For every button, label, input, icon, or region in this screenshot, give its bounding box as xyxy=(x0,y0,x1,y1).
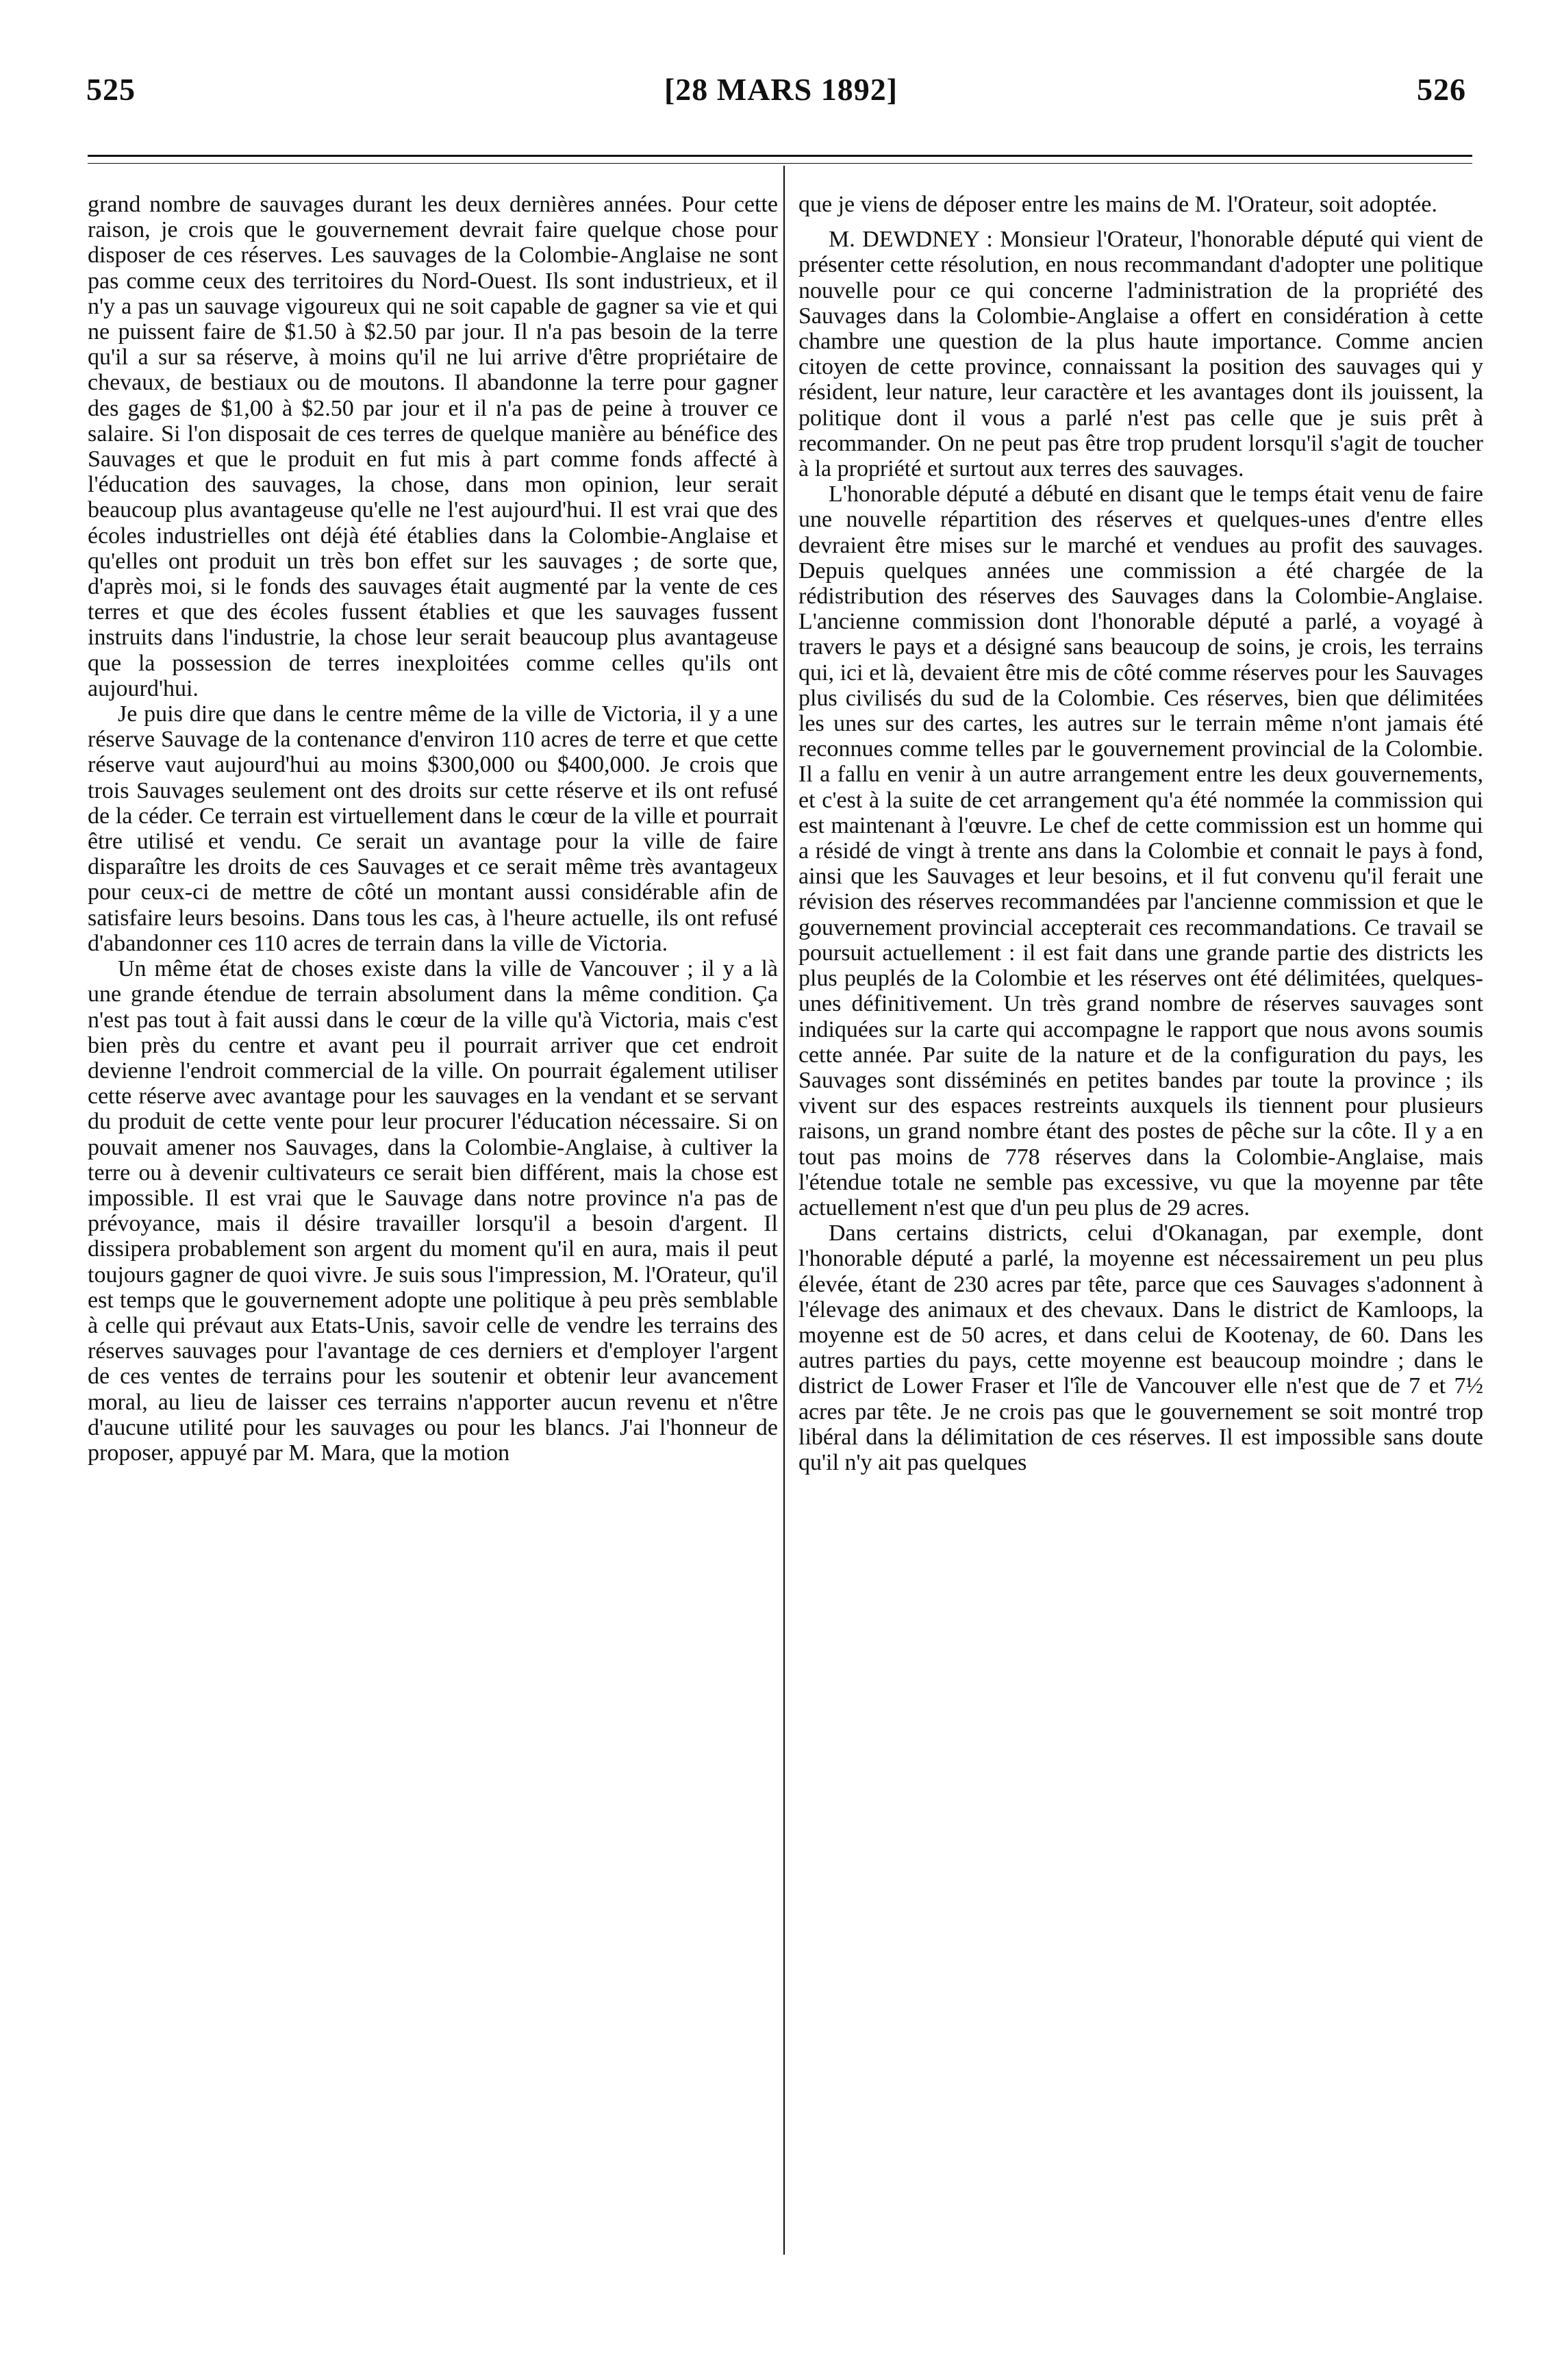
page-header xyxy=(0,71,1562,119)
paragraph: L'honorable député a débuté en disant que le temps était venu de faire une nouvelle répartition des réserves et quelques-unes d'entre elles devraient être mises sur le marché et vendues au profit des sauvages. Depuis quelques années une commission a été chargée de la rédistribution des réserves des Sauvages dans la Colombie-Anglaise. L'ancienne commission dont l'honorable député a parlé, a voyagé à travers le pays et a désigné sans beaucoup de soins, je crois, les terrains qui, ici et là, devaient être mis de côté comme réserves pour les Sauvages plus civilisés du sud de la Colombie. Ces réserves, bien que délimitées les unes sur des cartes, les autres sur le terrain même n'ont jamais été reconnues comme telles par le gouvernement provincial de la Colombie. Il a fallu en venir à un autre arrangement entre les deux gouvernements, et c'est à la suite de cet arrangement qu'a été nommée la commission qui est maintenant à l'œuvre. Le chef de cette commission est un homme qui a résidé de vingt à trente ans dans la Colombie et connait le pays à fond, ainsi que les Sauvages et leur besoins, et il fut convenu qu'il ferait une révision des réserves recommandées par l'ancienne commission et que le gouvernement provincial accepterait ces recommandations. Ce travail se poursuit actuellement : il est fait dans une grande partie des districts les plus peuplés de la Colombie et les réserves ont été délimitées, quelques-unes définitivement. Un très grand nombre de réserves sauvages sont indiquées sur la carte qui accompagne le rapport que nous avons soumis cette année. Par suite de la nature et de la configuration du pays, les Sauvages sont disséminés en petites bandes par toute la province ; ils vivent sur des espaces restreints auxquels ils tiennent pour plusieurs raisons, un grand nombre étant des postes de pêche sur la côte. Il y a en tout pas moins de 778 réserves dans la Colombie-Anglaise, mais l'étendue totale ne semble pas excessive, vu que la moyenne par tête actuellement n'est que d'un peu plus de 29 acres. xyxy=(798,481,1483,1220)
column-divider xyxy=(783,166,785,2255)
paragraph: grand nombre de sauvages durant les deux dernières années. Pour cette raison, je crois que le gouvernement devrait faire quelque chose pour disposer de ces réserves. Les sauvages de la Colombie-Anglaise ne sont pas comme ceux des territoires du Nord-Ouest. Ils sont industrieux, et il n'y a pas un sauvage vigoureux qui ne soit capable de gagner sa vie et qui ne puissent faire de $1.50 à $2.50 par jour. Il n'a pas besoin de la terre qu'il a sur sa réserve, à moins qu'il ne lui arrive d'être propriétaire de chevaux, de bestiaux ou de moutons. Il abandonne la terre pour gagner des gages de $1,00 à $2.50 par jour et il n'a pas de peine à trouver ce salaire. Si l'on disposait de ces terres de quelque manière au bénéfice des Sauvages et que le produit en fut mis à part comme fonds affecté à l'éducation des sauvages, la chose, dans mon opinion, leur serait beaucoup plus avantageuse qu'elle ne l'est aujourd'hui. Il est vrai que des écoles industrielles ont déjà été établies dans la Colombie-Anglaise et qu'elles ont produit un très bon effet sur les sauvages ; de sorte que, d'après moi, si le fonds des sauvages était augmenté par la vente de ces terres et que des écoles fussent établies et que les sauvages fussent instruits dans l'industrie, la chose leur serait beaucoup plus avantageuse que la possession de terres inexploitées comme celles qu'ils ont aujourd'hui. xyxy=(88,192,778,701)
paragraph: Un même état de choses existe dans la ville de Vancouver ; il y a là une grande étendue de terrain absolument dans la même condition. Ça n'est pas tout à fait aussi dans le cœur de la ville qu'à Victoria, mais c'est bien près du centre et avant peu il pourrait arriver que cet endroit devienne l'endroit commercial de la ville. On pourrait également utiliser cette réserve avec avantage pour les sauvages en la vendant et se servant du produit de cette vente pour leur procurer l'éducation nécessaire. Si on pouvait amener nos Sauvages, dans la Colombie-Anglaise, à cultiver la terre ou à devenir cultivateurs ce serait bien différent, mais la chose est impossible. Il est vrai que le Sauvage dans notre province n'a pas de prévoyance, mais il désire travailler lorsqu'il a besoin d'argent. Il dissipera probablement son argent du moment qu'il en aura, mais il peut toujours gagner de quoi vivre. Je suis sous l'impression, M. l'Orateur, qu'il est temps que le gouvernement adopte une politique à peu près semblable à celle qui prévaut aux Etats-Unis, savoir celle de vendre les terrains des réserves sauvages pour l'avantage de ces derniers et d'employer l'argent de ces ventes de terrains pour les soutenir et obtenir leur avancement moral, au lieu de laisser ces terrains n'apporter aucun revenu et n'être d'aucune utilité pour les sauvages ou pour les blancs. J'ai l'honneur de proposer, appuyé par M. Mara, que la motion xyxy=(88,956,778,1466)
paragraph: Dans certains districts, celui d'Okanagan, par exemple, dont l'honorable député a parlé, la moyenne est nécessairement un peu plus élevée, étant de 230 acres par tête, parce que ces Sauvages s'adonnent à l'élevage des animaux et des chevaux. Dans le district de Kamloops, la moyenne est de 50 acres, et dans celui de Kootenay, de 60. Dans les autres parties du pays, cette moyenne est beaucoup moindre ; dans le district de Lower Fraser et l'île de Vancouver elle n'est que de 7 et 7½ acres par tête. Je ne crois pas que le gouvernement se soit montré trop libéral dans la délimitation de ces réserves. Il est impossible sans doute qu'il n'y ait pas quelques xyxy=(798,1220,1483,1475)
paragraph: M. DEWDNEY : Monsieur l'Orateur, l'honorable député qui vient de présenter cette résolution, en nous recommandant d'adopter une politique nouvelle pour ce qui concerne l'administration de la propriété des Sauvages dans la Colombie-Anglaise a offert en considération à cette chambre une question de la plus haute importance. Comme ancien citoyen de cette province, connaissant la position des sauvages qui y résident, leur nature, leur caractère et les avantages dont ils jouissent, la politique dont il vous a parlé n'est pas celle que je suis prêt à recommander. On ne peut pas être trop prudent lorsqu'il s'agit de toucher à la propriété et surtout aux terres des sauvages. xyxy=(798,227,1483,482)
header-rule-thin xyxy=(88,163,1472,164)
page-number-right: 526 xyxy=(1417,72,1466,107)
paragraph: que je viens de déposer entre les mains de M. l'Orateur, soit adoptée. xyxy=(798,192,1437,217)
right-column xyxy=(798,192,1483,1475)
header-date: [28 MARS 1892] xyxy=(664,72,898,107)
header-rule-thick xyxy=(88,155,1472,157)
paragraph: Je puis dire que dans le centre même de la ville de Victoria, il y a une réserve Sauvage de la contenance d'environ 110 acres de terre et que cette réserve vaut aujourd'hui au moins $300,000 ou $400,000. Je crois que trois Sauvages seulement ont des droits sur cette réserve et ils ont refusé de la céder. Ce terrain est virtuellement dans le cœur de la ville et pourrait être utilisé et vendu. Ce serait un avantage pour la ville de faire disparaître les droits de ces Sauvages et ce serait même très avantageux pour ceux-ci de mettre de côté un montant aussi considérable afin de satisfaire leurs besoins. Dans tous les cas, à l'heure actuelle, ils ont refusé d'abandonner ces 110 acres de terrain dans la ville de Victoria. xyxy=(88,701,778,956)
page-number-left: 525 xyxy=(86,72,136,107)
left-column xyxy=(88,192,778,1466)
